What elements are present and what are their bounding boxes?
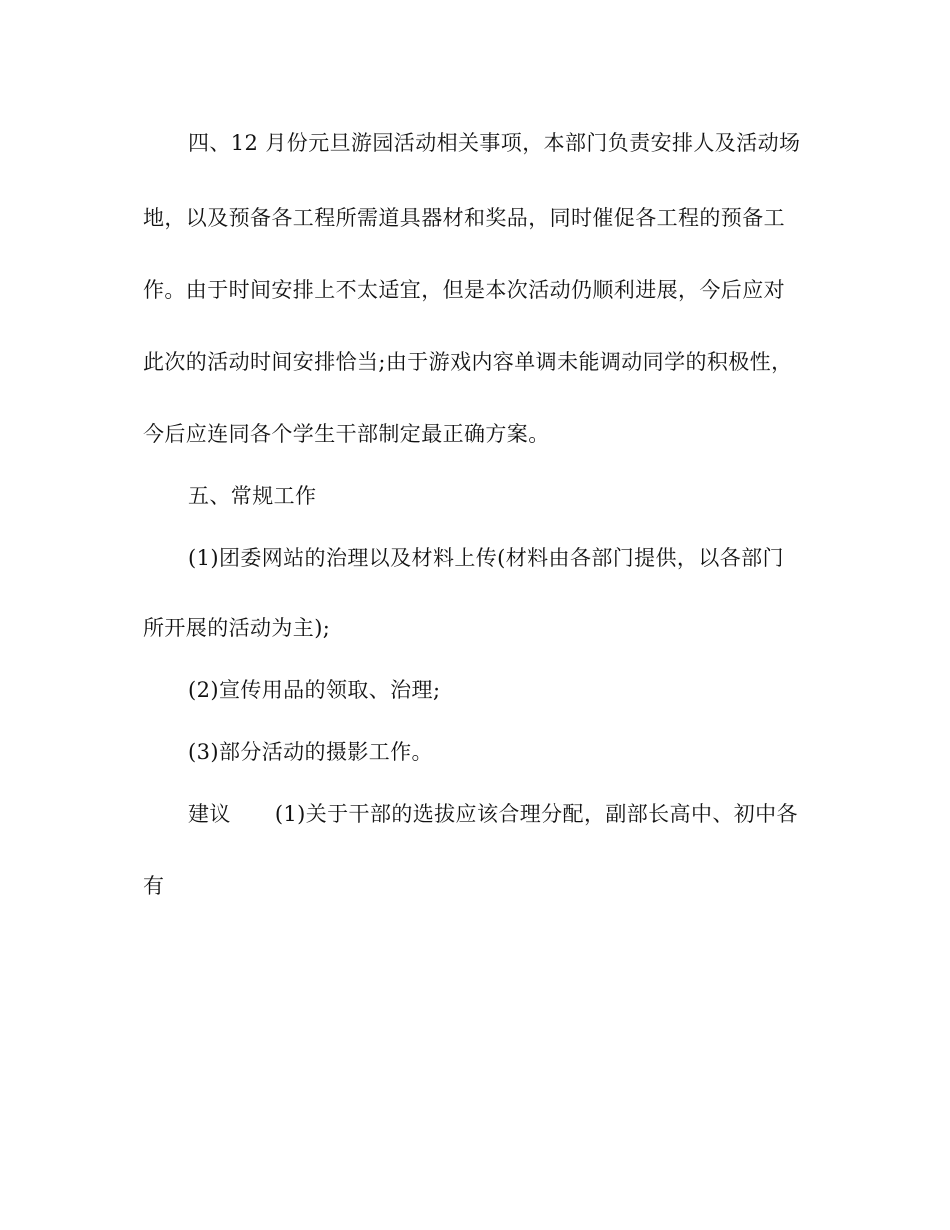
- paragraph-4-line-2: 地，以及预备各工程所需道具器材和奖品，同时催促各工程的预备工: [143, 206, 785, 230]
- suggestion-label: 建议: [188, 802, 231, 826]
- item-2: (2)宣传用品的领取、治理;: [188, 678, 441, 702]
- suggestion-line-1: [188, 799, 798, 829]
- suggestion-line-2: 有: [143, 874, 165, 898]
- item-3: (3)部分活动的摄影工作。: [188, 740, 433, 764]
- paragraph-4-line-1: 四、12 月份元旦游园活动相关事项，本部门负责安排人及活动场: [188, 131, 801, 155]
- item-1-line-1: (1)团委网站的治理以及材料上传(材料由各部门提供，以各部门: [188, 546, 784, 570]
- suggestion-text: (1)关于干部的选拔应该合理分配，副部长高中、初中各: [274, 802, 798, 826]
- paragraph-4-line-4: 此次的活动时间安排恰当;由于游戏内容单调未能调动同学的积极性，: [143, 350, 793, 374]
- paragraph-4-line-3: 作。由于时间安排上不太适宜，但是本次活动仍顺利进展，今后应对: [143, 278, 785, 302]
- item-1-line-2: 所开展的活动为主);: [143, 616, 331, 640]
- section-5-heading: 五、常规工作: [188, 484, 317, 508]
- paragraph-4-line-5: 今后应连同各个学生干部制定最正确方案。: [143, 422, 550, 446]
